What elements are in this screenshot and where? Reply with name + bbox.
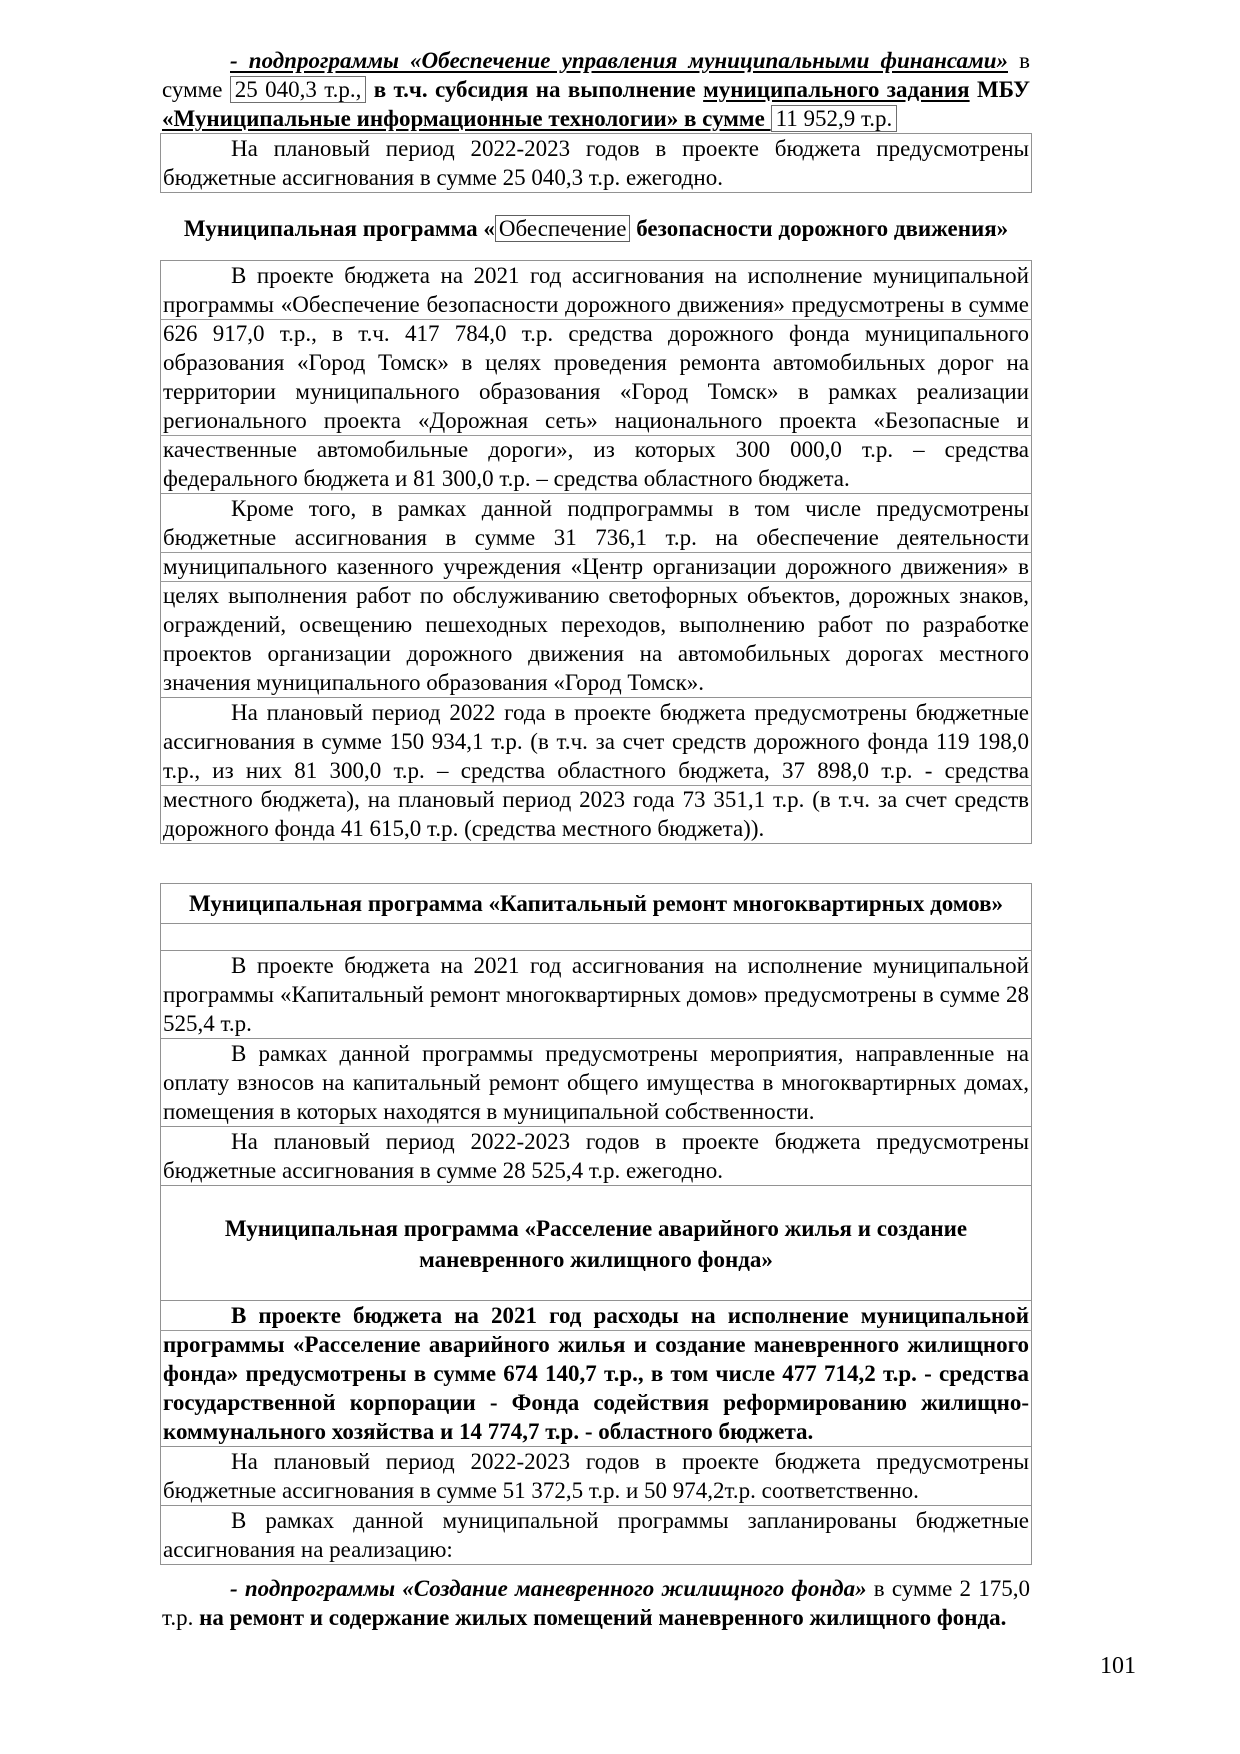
- paragraph-capital-repair-measures: В рамках данной программы предусмотрены мероприятия, направленные на оплату взносов на капитальный ремонт общего имущества в многоквартирных домах, помещения в которых находятся в муниципальной собственности.: [163, 1041, 1029, 1124]
- paragraph-road-planned-2022-2023: На плановый период 2022 года в проекте бюджета предусмотрены бюджетные ассигнования в сумме 150 934,1 т.р. (в т.ч. за счет средств дорожного фонда 119 198,0 т.р., из них 81 300,0 т.р. – средства областного бюджета, 37 898,0 т.р. - средства местного бюджета), на плановый период 2023 года 73 351,1 т.р. (в т.ч. за счет средств дорожного фонда 41 615,0 т.р. (средства местного бюджета)).: [163, 700, 1029, 841]
- text-run: в т.ч. субсидия на выполнение: [366, 77, 704, 102]
- page-number: 101: [1100, 1653, 1136, 1679]
- revision-line: [160, 581, 1032, 582]
- paragraph-capital-repair-2021: В проекте бюджета на 2021 год ассигнования на исполнение муниципальной программы «Капитальный ремонт многоквартирных домов» предусмотрены в сумме 28 525,4 т.р.: [163, 953, 1029, 1036]
- empty-row: [160, 923, 1032, 951]
- subprogram-name-finances: - подпрограммы «Обеспечение управления муниципальными финансами»: [230, 48, 1008, 73]
- text-run-underlined: муниципального задания: [703, 77, 970, 102]
- paragraph-program-allocations-intro: В рамках данной муниципальной программы запланированы бюджетные ассигнования на реализацию:: [163, 1508, 1029, 1562]
- revision-line: [160, 552, 1032, 553]
- subprogram-name-maneuver-fund: - подпрограммы «Создание маневренного жилищного фонда»: [230, 1576, 867, 1601]
- revision-line: [160, 1330, 1032, 1331]
- paragraph-cell: [160, 1038, 1032, 1127]
- paragraph-road-safety-2021: В проекте бюджета на 2021 год ассигнования на исполнение муниципальной программы «Обеспечение безопасности дорожного движения» предусмотрены в сумме 626 917,0 т.р., в т.ч. 417 784,0 т.р. средства дорожного фонда муниципального образования «Город Томск» в целях проведения ремонта автомобильных дорог на территории муниципального образования «Город Томск» в рамках реализации регионального проекта «Дорожная сеть» национального проекта «Безопасные и качественные автомобильные дороги», из которых 300 000,0 т.р. – средства федерального бюджета и 81 300,0 т.р. – средства областного бюджета.: [163, 263, 1029, 491]
- heading-cell: [160, 1185, 1032, 1301]
- boxed-word: Обеспечение: [495, 215, 631, 242]
- heading-road-safety-program: [160, 213, 1032, 244]
- text-run: в сумме: [162, 48, 1030, 102]
- heading-cell: [160, 883, 1032, 924]
- capital-repair-block: [160, 883, 1032, 1565]
- heading-text: Муниципальная программа «Расселение аварийного жилья и создание: [224, 1216, 968, 1241]
- paragraph-resettlement-planned: На плановый период 2022-2023 годов в проекте бюджета предусмотрены бюджетные ассигнования в сумме 51 372,5 т.р. и 50 974,2т.р. соответственно.: [163, 1449, 1029, 1503]
- paragraph-cell: [160, 493, 1032, 698]
- page-content: [160, 46, 1032, 1632]
- heading-text: маневренного жилищного фонда»: [419, 1247, 773, 1272]
- paragraph-cell: [160, 1505, 1032, 1565]
- paragraph-cell: [160, 260, 1032, 494]
- text-run: на ремонт и содержание жилых помещений маневренного жилищного фонда.: [199, 1605, 1007, 1630]
- heading-capital-repair-program: Муниципальная программа «Капитальный ремонт многоквартирных домов»: [188, 891, 1004, 916]
- paragraph-capital-repair-planned: На плановый период 2022-2023 годов в проекте бюджета предусмотрены бюджетные ассигнования в сумме 28 525,4 т.р. ежегодно.: [163, 1129, 1029, 1183]
- paragraph-resettlement-2021: В проекте бюджета на 2021 год расходы на исполнение муниципальной программы «Расселение аварийного жилья и создание маневренного жилищного фонда» предусмотрены в сумме 674 140,7 т.р., в том числе 477 714,2 т.р. - средства государственной корпорации - Фонда содействия реформированию жилищно-коммунального хозяйства и 14 774,7 т.р. - областного бюджета.: [163, 1303, 1029, 1444]
- paragraph-cell: [160, 1126, 1032, 1186]
- sum-box-25040: 25 040,3 т.р.,: [230, 76, 367, 103]
- text-run-underlined: «Муниципальные информационные технологии» в сумме: [162, 106, 771, 131]
- paragraph-cell: [160, 1300, 1032, 1447]
- road-safety-block: [160, 260, 1032, 844]
- heading-text: Муниципальная программа «: [183, 216, 495, 241]
- revision-line: [160, 785, 1032, 786]
- paragraph-cell: [160, 1446, 1032, 1506]
- paragraph-road-center: Кроме того, в рамках данной подпрограммы в том числе предусмотрены бюджетные ассигнования в сумме 31 736,1 т.р. на обеспечение деятельности муниципального казенного учреждения «Центр организации дорожного движения» в целях выполнения работ по обслуживанию светофорных объектов, дорожных знаков, ограждений, освещению пешеходных переходов, выполнению работ по разработке проектов организации дорожного движения на автомобильных дорогах местного значения муниципального образования «Город Томск».: [163, 496, 1029, 695]
- paragraph-cell: [160, 133, 1032, 193]
- sum-box-11952: 11 952,9 т.р.: [771, 105, 898, 132]
- heading-text: безопасности дорожного движения»: [636, 216, 1009, 241]
- paragraph-cell: [160, 697, 1032, 844]
- paragraph-subprogram-maneuver-fund: [160, 1574, 1032, 1632]
- paragraph-planned-25040: На плановый период 2022-2023 годов в проекте бюджета предусмотрены бюджетные ассигнования в сумме 25 040,3 т.р. ежегодно.: [163, 136, 1029, 190]
- paragraph-cell: [160, 950, 1032, 1039]
- text-run: МБУ: [969, 77, 1030, 102]
- text-run: в сумме 2 175,0 т.р.: [162, 1576, 1031, 1630]
- paragraph-subprogram-finances: [160, 46, 1032, 133]
- revision-line: [160, 319, 1032, 320]
- revision-line: [160, 435, 1032, 436]
- heading-resettlement-program: [161, 1213, 1031, 1275]
